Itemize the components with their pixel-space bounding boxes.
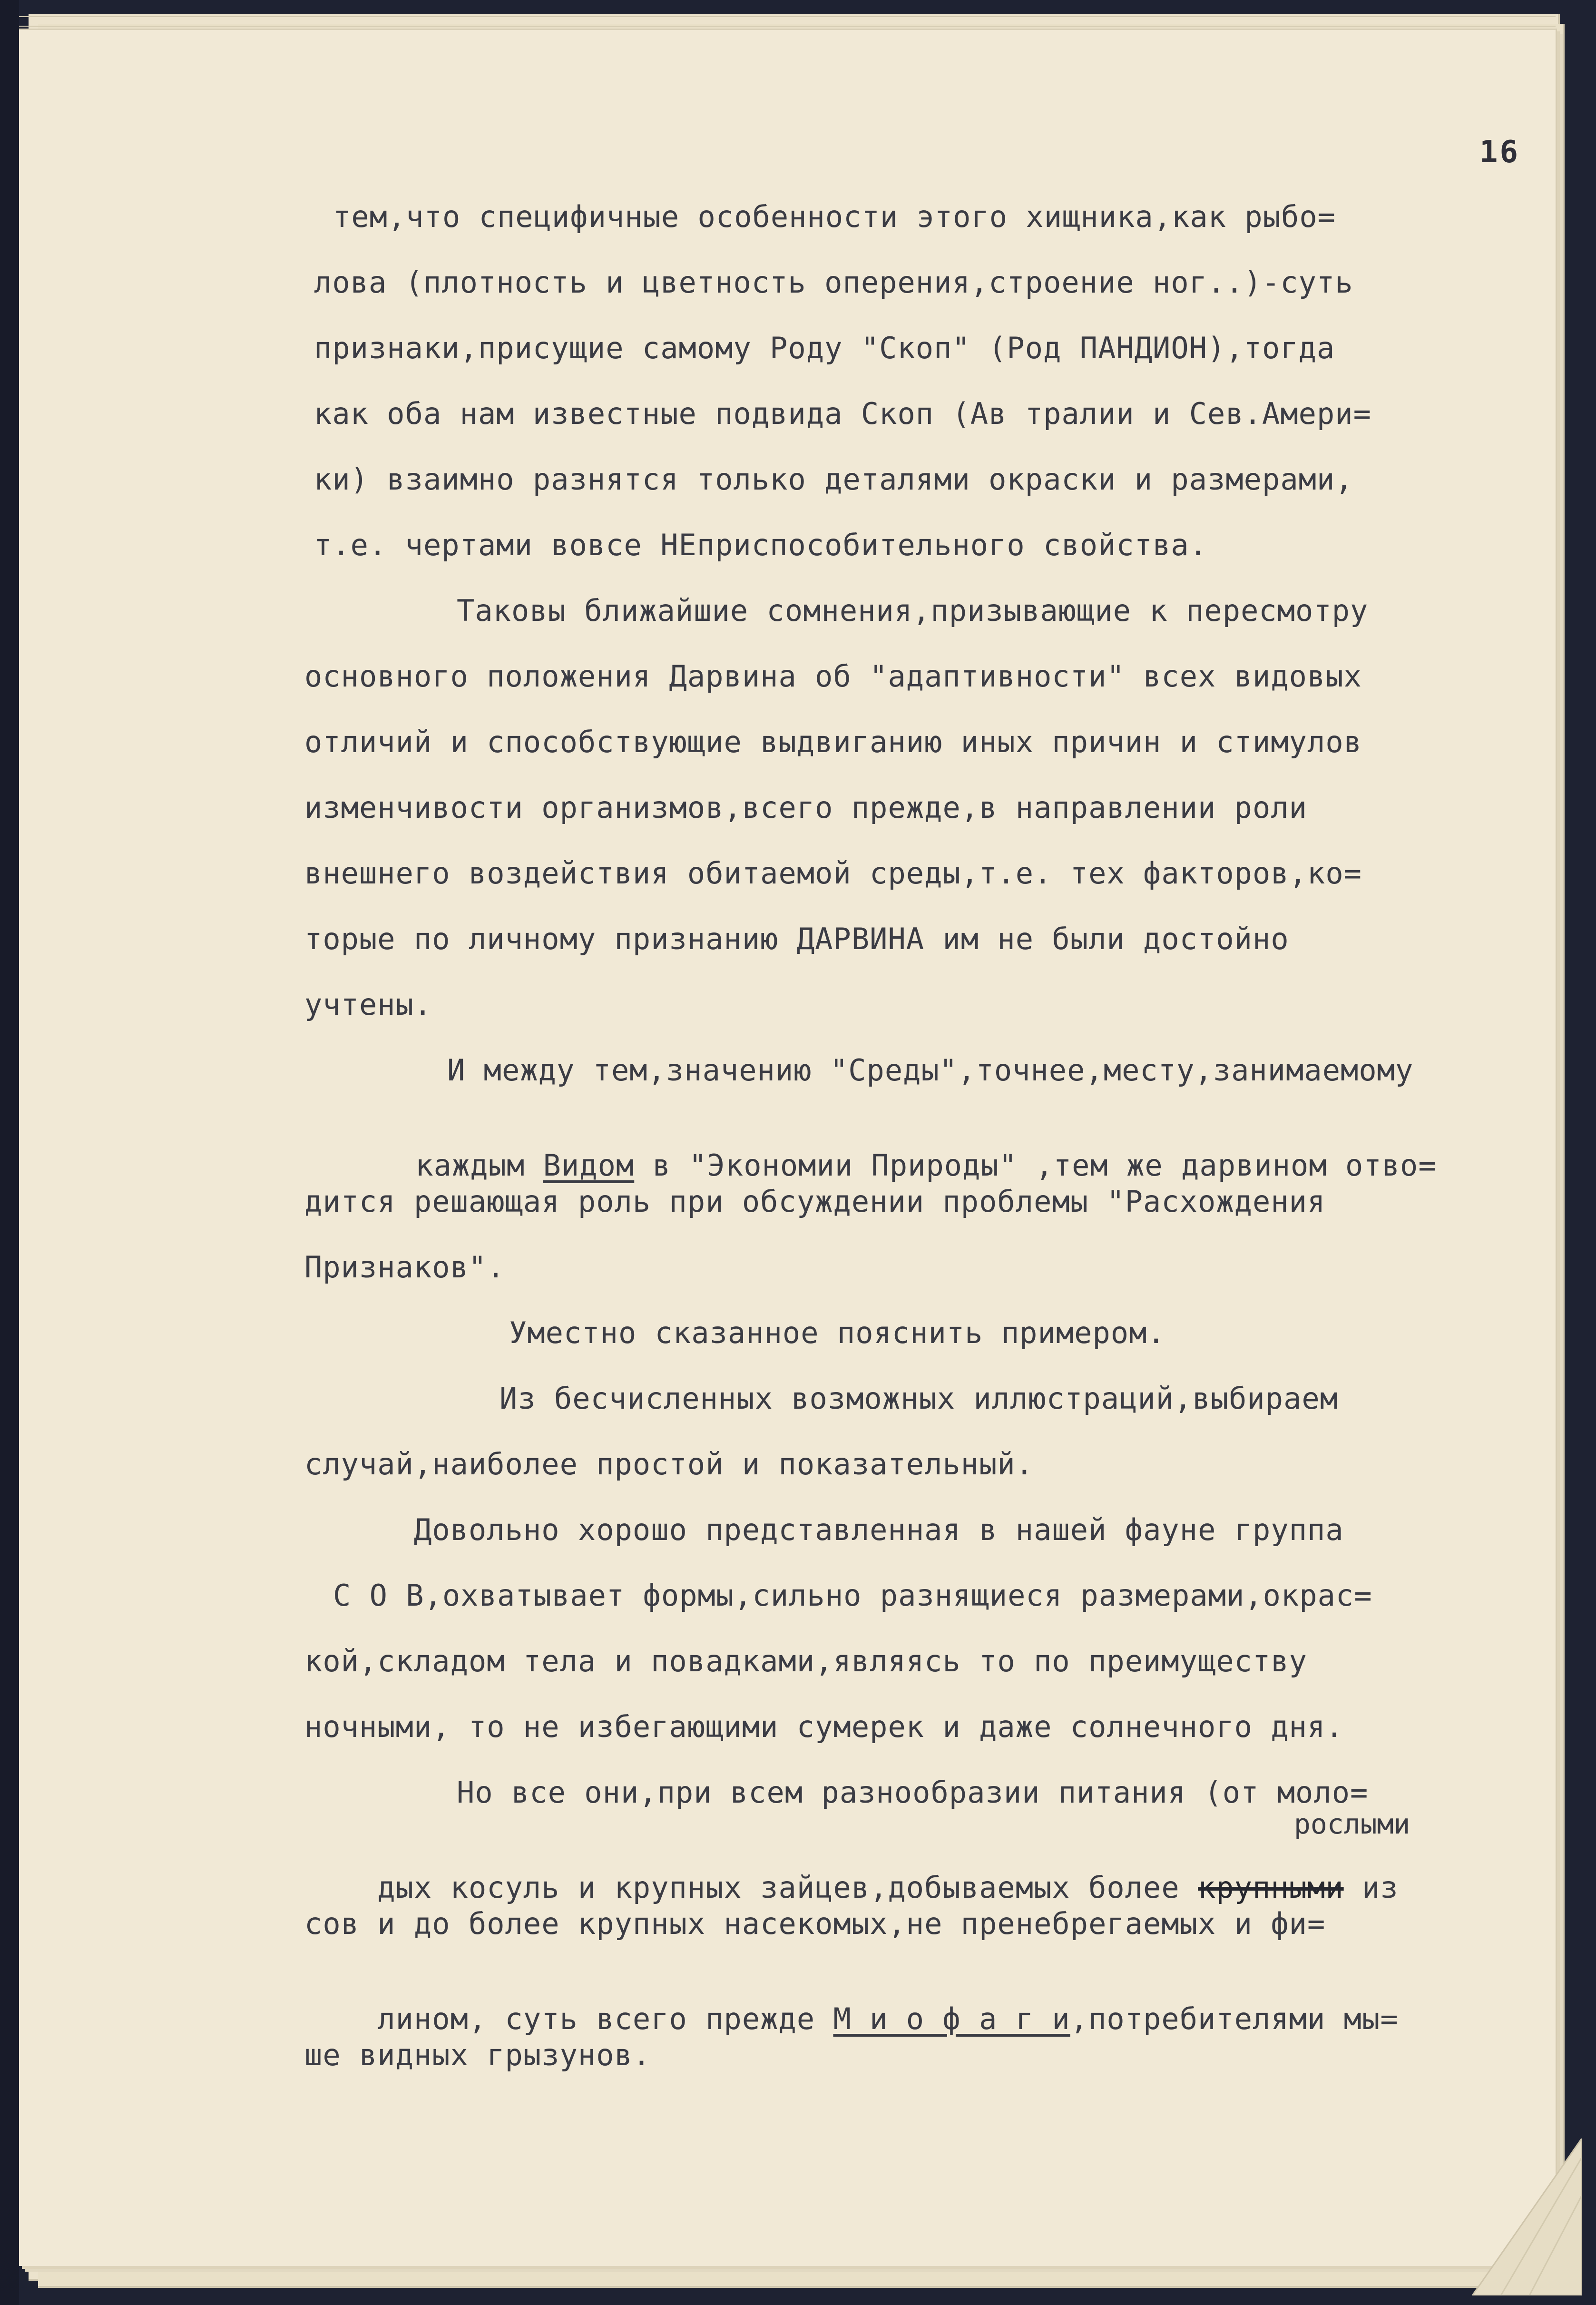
text-line: основного положения Дарвина об "адаптивности" всех видовых bbox=[304, 659, 1362, 694]
text-line: И между тем,значению "Среды",точнее,месту,занимаемому bbox=[447, 1053, 1414, 1088]
line-tail: в "Экономии Природы" ,тем же дарвином отво= bbox=[634, 1148, 1437, 1183]
text-line: Уместно сказанное пояснить примером. bbox=[509, 1315, 1165, 1350]
stacked-page-edges bbox=[19, 16, 1556, 27]
underlined-word: Видом bbox=[543, 1148, 635, 1183]
line-tail: из bbox=[1362, 1870, 1399, 1905]
text-line: С О В,охватывает формы,сильно разнящиеся размерами,окрас= bbox=[333, 1578, 1372, 1613]
text-line: лова (плотность и цветность оперения,строение ног..)-суть bbox=[314, 265, 1353, 300]
text-line: сов и до более крупных насекомых,не пренебрегаемых и фи= bbox=[304, 1906, 1326, 1941]
text-line: ночными, то не избегающими сумерек и даже солнечного дня. bbox=[304, 1709, 1344, 1744]
text-line: кой,складом тела и повадками,являясь то по преимуществу bbox=[304, 1644, 1307, 1678]
text-line: случай,наиболее простой и показательный. bbox=[304, 1447, 1034, 1481]
text-line: признаки,присущие самому Роду "Скоп" (Род ПАНДИОН),тогда bbox=[314, 331, 1335, 365]
text-line: Из бесчисленных возможных иллюстраций,выбираем bbox=[499, 1381, 1339, 1416]
page-number: 16 bbox=[1479, 135, 1520, 170]
spaced-emphasis-word: М и о ф а г и bbox=[833, 2001, 1070, 2036]
line-head: лином, суть всего прежде bbox=[377, 2001, 833, 2036]
struck-out-word: крупными bbox=[1198, 1870, 1344, 1905]
typewritten-page bbox=[19, 29, 1557, 2266]
text-line: Признаков". bbox=[304, 1250, 505, 1285]
text-line: ки) взаимно разнятся только деталями окраски и размерами, bbox=[314, 462, 1353, 497]
text-line: как оба нам известные подвида Скоп (Ав тралии и Сев.Амери= bbox=[314, 396, 1371, 431]
text-line: тем,что специфичные особенности этого хищника,как рыбо= bbox=[333, 199, 1336, 234]
text-line: Но все они,при всем разнообразии питания (от моло= bbox=[457, 1775, 1369, 1810]
text-line: т.е. чертами вовсе НЕприспособительного свойства. bbox=[314, 528, 1208, 562]
text-line: изменчивости организмов,всего прежде,в направлении роли bbox=[304, 790, 1307, 825]
text-line: дится решающая роль при обсуждении проблемы "Расхождения bbox=[304, 1184, 1326, 1219]
scan-edge bbox=[0, 0, 19, 2305]
text-line: торые по личному признанию ДАРВИНА им не были достойно bbox=[304, 922, 1289, 956]
text-line: учтены. bbox=[304, 987, 432, 1022]
page-corner-fold bbox=[1472, 2138, 1582, 2295]
line-head: каждым bbox=[415, 1148, 543, 1183]
text-line: Довольно хорошо представленная в нашей фауне группа bbox=[414, 1512, 1344, 1547]
line-tail: ,потребителями мы= bbox=[1070, 2001, 1399, 2036]
handwritten-insertion: рослыми bbox=[1294, 1808, 1410, 1840]
text-line: Таковы ближайшие сомнения,призывающие к пересмотру bbox=[457, 593, 1369, 628]
line-body: дых косуль и крупных зайцев,добываемых более bbox=[377, 1870, 1180, 1905]
text-line: ше видных грызунов. bbox=[304, 2038, 651, 2072]
text-line: отличий и способствующие выдвиганию иных причин и стимулов bbox=[304, 725, 1362, 759]
text-line: внешнего воздействия обитаемой среды,т.е. тех факторов,ко= bbox=[304, 856, 1362, 891]
